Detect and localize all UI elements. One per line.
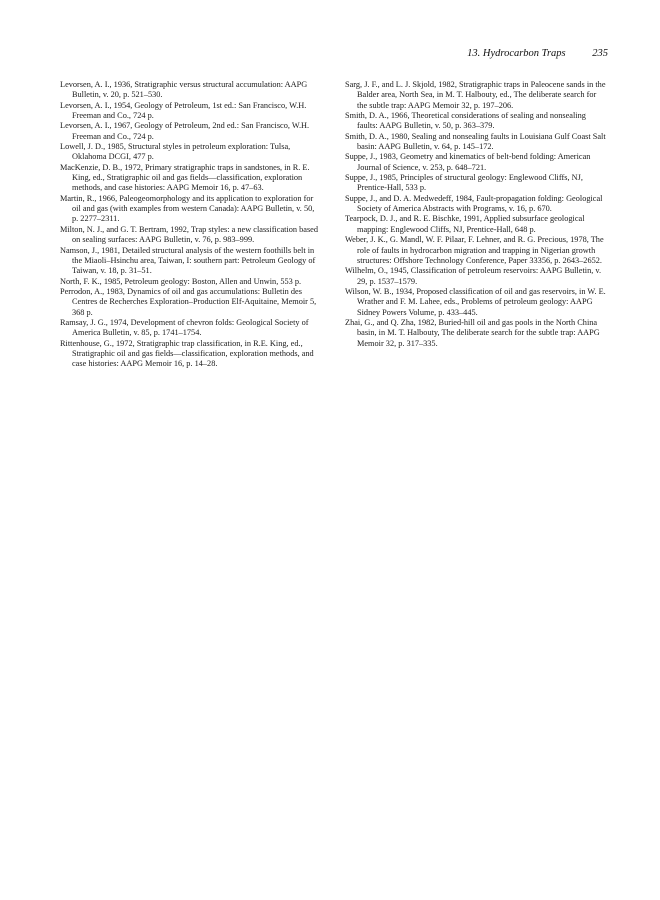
reference-entry: Milton, N. J., and G. T. Bertram, 1992, Trap styles: a new classification based on sealing surfaces: AAPG Bulletin, v. 76, p. 983–999. [60,224,319,245]
reference-entry: Rittenhouse, G., 1972, Stratigraphic trap classification, in R.E. King, ed., Stratigraphic oil and gas fields—classification, exploration methods, and case histories: AAPG Memoir 16, p. 14–28. [60,338,314,369]
reference-entry: MacKenzie, D. B., 1972, Primary stratigraphic traps in sandstones, in R. E. King, ed., Stratigraphic oil and gas fields—classification, exploration methods, and case histories: AAPG Memoir 16, p. 47–63. [60,162,310,193]
reference-entry: Smith, D. A., 1980, Sealing and nonsealing faults in Louisiana Gulf Coast Salt basin: AAPG Bulletin, v. 64, p. 145–172. [345,131,606,152]
reference-entry: Perrodon, A., 1983, Dynamics of oil and gas accumulations: Bulletin des Centres de Recherches Exploration–Production Elf-Aquitaine, Memoir 5, 368 p. [60,286,317,317]
reference-entry: Levorsen, A. I., 1967, Geology of Petroleum, 2nd ed.: San Francisco, W.H. Freeman and Co., 724 p. [60,121,310,141]
running-header [467,48,608,59]
reference-entry: Smith, D. A., 1966, Theoretical considerations of sealing and nonsealing faults: AAPG Bulletin, v. 50, p. 363–379. [345,111,586,131]
references-left-column [60,80,322,370]
page-number: 235 [592,48,608,59]
chapter-title: 13. Hydrocarbon Traps [467,48,566,59]
reference-entry: Namson, J., 1981, Detailed structural analysis of the western foothills belt in the Miaoli–Hsinchu area, Taiwan, I: southern part: Petroleum Geology of Taiwan, v. 18, p. 31–51. [60,245,316,276]
reference-entry: Ramsay, J. G., 1974, Development of chevron folds: Geological Society of America Bulletin, v. 85, p. 1741–1754. [60,317,309,338]
reference-entry: North, F. K., 1985, Petroleum geology: Boston, Allen and Unwin, 553 p. [60,276,302,286]
reference-entry: Levorsen, A. I., 1936, Stratigraphic versus structural accumulation: AAPG Bulletin, v. 20, p. 521–530. [60,80,308,100]
reference-entry: Sarg, J. F., and L. J. Skjold, 1982, Stratigraphic traps in Paleocene sands in the Balder area, North Sea, in M. T. Halbouty, ed., The deliberate search for the subtle trap: AAPG Memoir 32, p. 197–206. [345,80,606,110]
reference-entry: Levorsen, A. I., 1954, Geology of Petroleum, 1st ed.: San Francisco, W.H. Freeman and Co., 724 p. [60,100,307,121]
reference-entry: Weber, J. K., G. Mandl, W. F. Pilaar, F. Lehner, and R. G. Precious, 1978, The role of faults in hydrocarbon migration and trapping in Nigerian growth structures: Offshore Technology Conference, Paper 33356, p. 2643–2652. [345,235,604,265]
reference-entry: Martin, R., 1966, Paleogeomorphology and its application to exploration for oil and gas (with examples from western Canada): AAPG Bulletin, v. 50, p. 2277–2311. [60,193,315,224]
reference-entry: Wilson, W. B., 1934, Proposed classification of oil and gas reservoirs, in W. E. Wrather and F. M. Lahee, eds., Problems of petroleum geology: AAPG Sidney Powers Volume, p. 433–445. [345,286,606,317]
references-right-column [345,80,607,349]
reference-entry: Suppe, J., 1983, Geometry and kinematics of belt-bend folding: American Journal of Science, v. 253, p. 648–721. [345,152,591,172]
reference-entry: Lowell, J. D., 1985, Structural styles in petroleum exploration: Tulsa, Oklahoma DCGI, 477 p. [60,142,291,162]
reference-entry: Suppe, J., 1985, Principles of structural geology: Englewood Cliffs, NJ, Prentice-Hall, 533 p. [345,173,583,193]
reference-entry: Suppe, J., and D. A. Medwedeff, 1984, Fault-propagation folding: Geological Society of America Abstracts with Programs, v. 16, p. 670. [345,193,603,214]
reference-entry: Zhai, G., and Q. Zha, 1982, Buried-hill oil and gas pools in the North China basin, in M. T. Halbouty, The deliberate search for the subtle trap: AAPG Memoir 32, p. 317–335. [345,317,600,348]
reference-entry: Wilhelm, O., 1945, Classification of petroleum reservoirs: AAPG Bulletin, v. 29, p. 1537–1579. [345,266,602,286]
reference-entry: Tearpock, D. J., and R. E. Bischke, 1991, Applied subsurface geological mapping: Englewood Cliffs, NJ, Prentice-Hall, 648 p. [345,214,585,234]
